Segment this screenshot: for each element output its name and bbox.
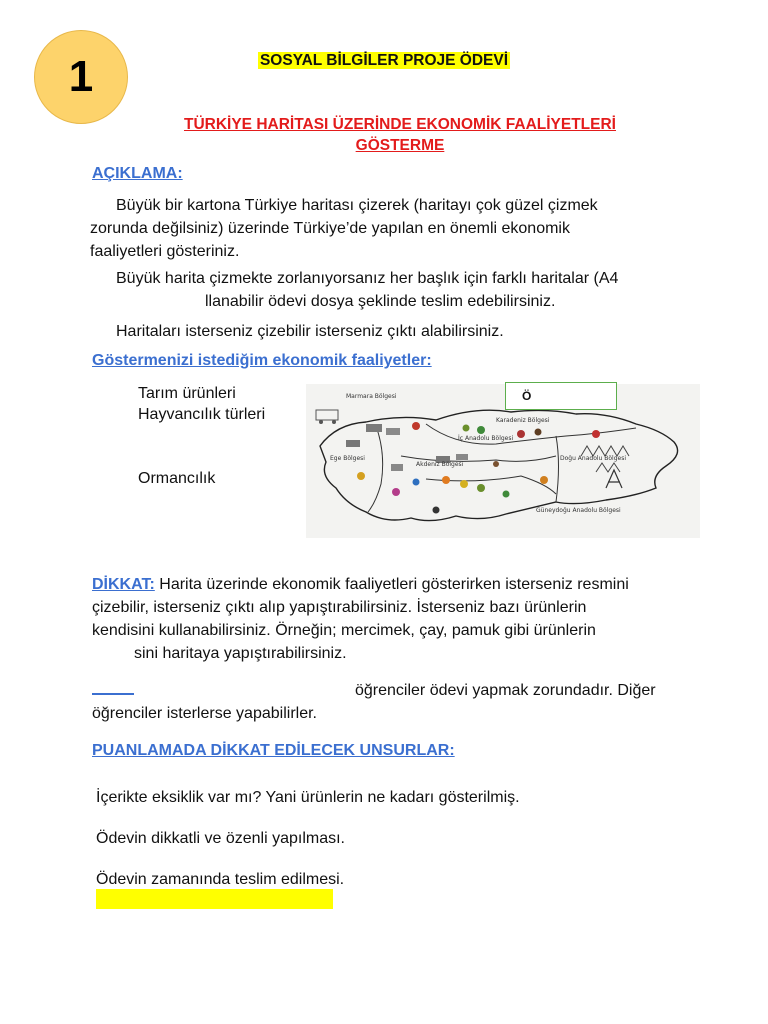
faaliyetler-heading: Göstermenizi istediğim ekonomik faaliyetler: xyxy=(92,352,432,369)
aciklama-p2-line1: Büyük harita çizmekte zorlanıyorsanız her başlık için farklı haritalar (A4 xyxy=(116,270,619,287)
badge-number: 1 xyxy=(68,52,94,101)
faaliyet-item-hayvancilik: Hayvancılık türleri xyxy=(138,406,266,423)
zorunlu-line-2: öğrenciler isterlerse yapabilirler. xyxy=(92,705,317,722)
puanlama-item-2: Ödevin dikkatli ve özenli yapılması. xyxy=(96,830,345,847)
aciklama-paragraph-1 xyxy=(90,194,598,263)
map-label-akdeniz: Akdeniz Bölgesi xyxy=(416,461,464,468)
map-label-ic-anadolu: İç Anadolu Bölgesi xyxy=(458,435,514,442)
dikkat-line-1 xyxy=(92,573,629,596)
subtitle-line-1: TÜRKİYE HARİTASI ÜZERİNDE EKONOMİK FAALİYETLERİ xyxy=(183,116,616,133)
subtitle-line-2: GÖSTERME xyxy=(355,137,445,154)
dikkat-line-1-text: Harita üzerinde ekonomik faaliyetleri gösterirken isterseniz resmini xyxy=(154,576,629,593)
map-label-karadeniz: Karadeniz Bölgesi xyxy=(496,417,550,424)
page-title xyxy=(0,52,768,70)
aciklama-p1-line3: faaliyetleri gösteriniz. xyxy=(90,243,240,260)
map-label-ege: Ege Bölgesi xyxy=(330,455,365,462)
puanlama-item-1: İçerikte eksiklik var mı? Yani ürünlerin ne kadarı gösterilmiş. xyxy=(96,789,520,806)
puanlama-item-3: Ödevin zamanında teslim edilmesi. xyxy=(96,871,345,888)
aciklama-heading: AÇIKLAMA: xyxy=(92,165,183,182)
map-label-marmara: Marmara Bölgesi xyxy=(346,393,397,400)
aciklama-p1-line1: Büyük bir kartona Türkiye haritası çizerek (haritayı çok güzel çizmek xyxy=(116,197,598,214)
yellow-highlight-bar xyxy=(96,889,333,909)
map-legend-text: Ö xyxy=(522,389,532,403)
aciklama-p2-line2: llanabilir ödevi dosya şeklinde teslim edebilirsiniz. xyxy=(205,293,556,310)
faaliyet-item-ormancilik: Ormancılık xyxy=(138,470,216,487)
map-legend-box xyxy=(505,382,617,410)
dikkat-line-4: sini haritaya yapıştırabilirsiniz. xyxy=(134,645,347,662)
dikkat-line-3: kendisini kullanabilirsiniz. Örneğin; mercimek, çay, pamuk gibi ürünlerin xyxy=(92,622,596,639)
turkey-economic-map-image xyxy=(306,384,700,538)
aciklama-p1-line2: zorunda değilsiniz) üzerinde Türkiye’de yapılan en önemli ekonomik xyxy=(90,220,570,237)
aciklama-p3: Haritaları isterseniz çizebilir isterseniz çıktı alabilirsiniz. xyxy=(116,323,504,340)
dikkat-line-2: çizebilir, isterseniz çıktı alıp yapıştırabilirsiniz. İsterseniz bazı ürünlerin xyxy=(92,599,587,616)
map-drawing xyxy=(306,384,700,538)
page-number-badge xyxy=(34,30,128,124)
map-label-dogu-anadolu: Doğu Anadolu Bölgesi xyxy=(560,455,626,462)
faaliyet-item-tarim: Tarım ürünleri xyxy=(138,385,236,402)
blank-fill-line xyxy=(92,693,134,695)
dikkat-paragraph xyxy=(92,573,629,665)
page-title-text: SOSYAL BİLGİLER PROJE ÖDEVİ xyxy=(259,52,509,69)
map-label-guneydogu: Güneydoğu Anadolu Bölgesi xyxy=(536,507,621,514)
dikkat-label: DİKKAT: xyxy=(92,576,155,593)
page-subtitle xyxy=(100,114,700,156)
puanlama-heading: PUANLAMADA DİKKAT EDİLECEK UNSURLAR: xyxy=(92,742,455,759)
zorunlu-line-1: öğrenciler ödevi yapmak zorundadır. Diğer xyxy=(355,682,656,699)
